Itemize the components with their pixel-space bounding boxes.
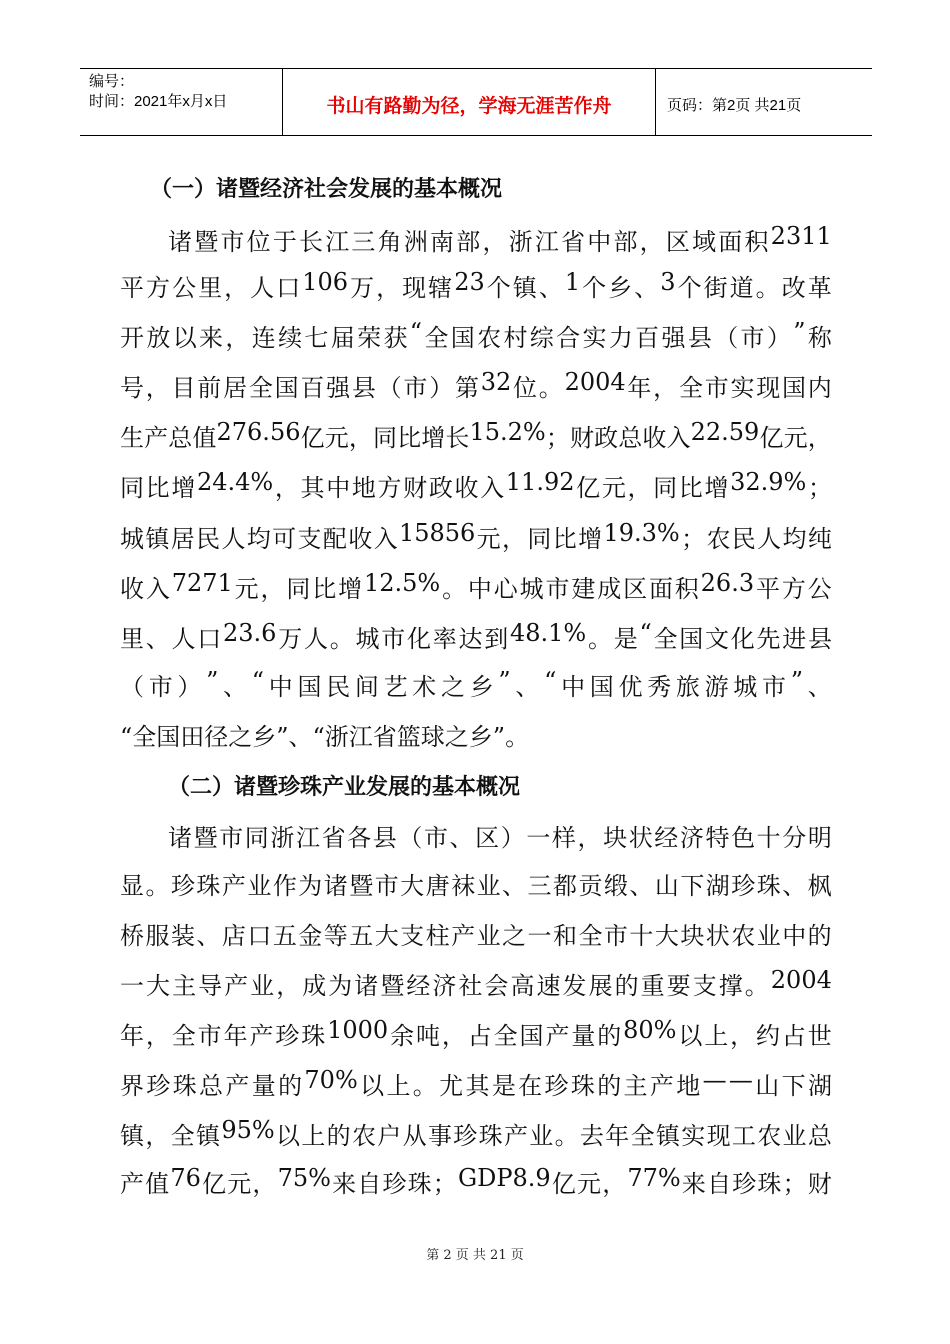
header-motto: 书山有路勤为径，学海无涯苦作舟	[283, 69, 656, 135]
paragraph-line: 桥 服 装 、 店 口 五 金 等 五 大 支 柱 产 业 之 一 和 全 市 十 大 块 状 农 业 中 的	[120, 922, 832, 950]
section-heading-2: （二）诸暨珍珠产业发展的基本概况	[168, 775, 521, 800]
header-page-info: 页码：第2页 共21页	[667, 96, 802, 114]
document-time-label: 时间：2021年x月x日	[89, 93, 228, 110]
document-number-label: 编号：	[89, 73, 135, 90]
paragraph-line: 开 放 以 来 ， 连 续 七 届 荣 获 “ 全 国 农 村 综 合 实 力 百 强 县 （ 市 ） ” 称	[120, 318, 832, 352]
page-footer: 第 2 页 共 21 页	[426, 1248, 524, 1263]
paragraph-line: 产 值 76 亿 元 ， 75% 来 自 珍 珠 ； GDP8.9 亿 元 ， 77% 来 自 珍 珠 ； 财	[120, 1164, 832, 1198]
paragraph-line: 诸 暨 市 位 于 长 江 三 角 洲 南 部 ， 浙 江 省 中 部 ， 区 域 面 积 2311	[168, 222, 832, 256]
header-meta	[80, 69, 283, 135]
paragraph-line: 收 入 7271 元 ， 同 比 增 12.5% 。 中 心 城 市 建 成 区 面 积 26.3 平 方 公	[120, 569, 832, 603]
paragraph-line: 镇 ， 全 镇 95% 以 上 的 农 户 从 事 珍 珠 产 业 。 去 年 全 镇 实 现 工 农 业 总	[120, 1116, 832, 1150]
paragraph-line: 里 、 人 口 23.6 万 人 。 城 市 化 率 达 到 48.1% 。 是 “ 全 国 文 化 先 进 县	[120, 619, 832, 653]
paragraph-line: 显 。 珍 珠 产 业 作 为 诸 暨 市 大 唐 袜 业 、 三 都 贡 缎 、 山 下 湖 珍 珠 、 枫	[120, 872, 832, 900]
paragraph-line: 号 ， 目 前 居 全 国 百 强 县 （ 市 ） 第 32 位 。 2004 年 ， 全 市 实 现 国 内	[120, 368, 832, 402]
paragraph-line: 年 ， 全 市 年 产 珍 珠 1000 余 吨 ， 占 全 国 产 量 的 80% 以 上 ， 约 占 世	[120, 1016, 832, 1050]
paragraph-line: 平 方 公 里 ， 人 口 106 万 ， 现 辖 23 个 镇 、 1 个 乡 、 3 个 街 道 。 改 革	[120, 268, 832, 302]
paragraph-line: “全国田径之乡”、“浙江省篮球之乡”。	[120, 723, 530, 751]
paragraph-line: （ 市 ） ” 、 “ 中 国 民 间 艺 术 之 乡 ” 、 “ 中 国 优 秀 旅 游 城 市 ” 、	[120, 667, 832, 701]
paragraph-line: 生 产 总 值 276.56 亿 元 ， 同 比 增 长 15.2% ； 财 政 总 收 入 22.59 亿 元 ，	[120, 418, 832, 452]
page-header	[80, 68, 872, 136]
paragraph-line: 同 比 增 24.4% ， 其 中 地 方 财 政 收 入 11.92 亿 元 ， 同 比 增 32.9% ；	[120, 468, 832, 502]
paragraph-line: 一 大 主 导 产 业 ， 成 为 诸 暨 经 济 社 会 高 速 发 展 的 重 要 支 撑 。 2004	[120, 966, 832, 1000]
paragraph-line: 城 镇 居 民 人 均 可 支 配 收 入 15856 元 ， 同 比 增 19.3% ； 农 民 人 均 纯	[120, 519, 832, 553]
paragraph-line: 界 珍 珠 总 产 量 的 70% 以 上 。 尤 其 是 在 珍 珠 的 主 产 地 — — 山 下 湖	[120, 1066, 832, 1100]
paragraph-line: 诸 暨 市 同 浙 江 省 各 县 （ 市 、 区 ） 一 样 ， 块 状 经 济 特 色 十 分 明	[168, 824, 832, 852]
section-heading-1: （一）诸暨经济社会发展的基本概况	[150, 177, 503, 202]
